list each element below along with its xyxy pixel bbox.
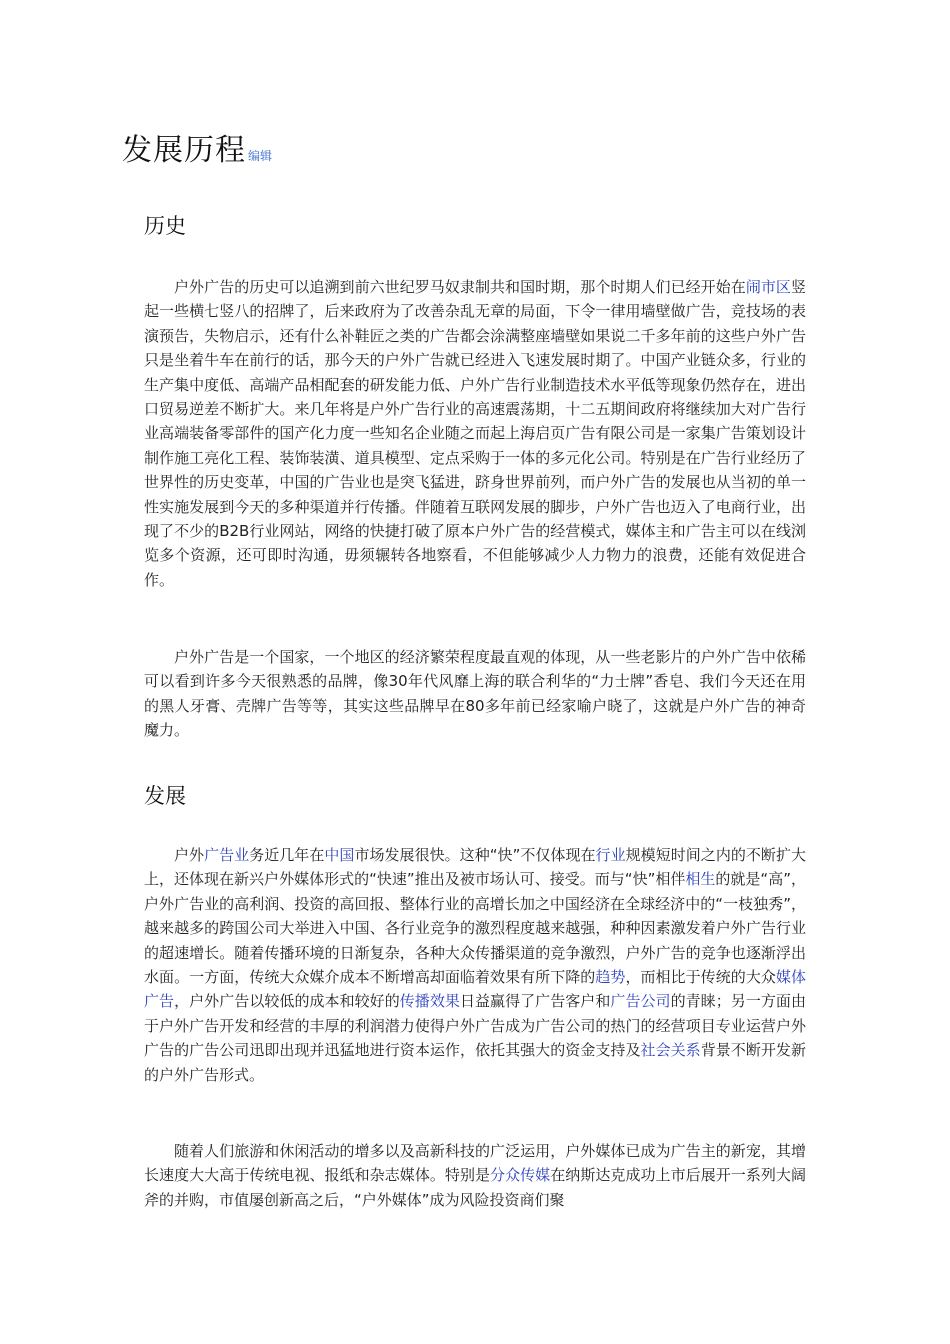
paragraph: [144, 645, 806, 743]
text-run: 的就是“高”，户外广告业的高利润、投资的高回报、整体行业的高增长加之中国经济在全球经济中的“一枝独秀”，越来越多的跨国公司大举进入中国、各行业竞争的激烈程度越来越强，种种因素激发着户外广告行业的超速增长。随着传播环境的日渐复杂，各种大众传播渠道的竞争激烈，户外广告的竞争也逐渐浮出水面。一方面，传统大众媒介成本不断增高却面临着效果有所下降的: [144, 870, 806, 987]
paragraph: [144, 843, 806, 1087]
page-title: [122, 131, 272, 176]
paragraph: [144, 1139, 806, 1212]
inline-link[interactable]: 行业: [595, 846, 626, 864]
inline-link[interactable]: 媒体广告: [144, 968, 806, 1011]
text-run: 户外: [174, 846, 205, 864]
inline-link[interactable]: 广告公司: [610, 992, 671, 1011]
inline-link[interactable]: 闹市区: [745, 278, 791, 296]
edit-link[interactable]: 编辑: [248, 149, 273, 163]
inline-link[interactable]: 社会关系: [640, 1041, 701, 1060]
text-run: ，而相比于传统的大众: [625, 968, 776, 987]
text-run: ，户外广告以较低的成本和较好的: [174, 992, 400, 1011]
text-run: 背景不断开发新的户外广告形式。: [144, 1041, 806, 1084]
page-title-text: 发展历程: [122, 133, 246, 168]
section-heading-development: 发展: [144, 784, 186, 808]
text-run: 在纳斯达克成功上市后展开一系列大阔斧的并购，市值屡创新高之后，“户外媒体”成为风险投资商们聚: [144, 1166, 806, 1209]
text-run: 务近几年在: [249, 846, 325, 864]
text-run: 随着人们旅游和休闲活动的增多以及高新科技的广泛运用，户外媒体已成为广告主的新宠，其增长速度大大高于传统电视、报纸和杂志媒体。特别是: [144, 1142, 806, 1185]
inline-link[interactable]: 传播效果: [399, 992, 460, 1011]
text-run: 规模短时间之内的不断扩大上，还体现在新兴户外媒体形式的“快速”推出及被市场认可、接受。而与“快”相伴: [144, 846, 806, 889]
inline-link[interactable]: 广告业: [204, 846, 250, 864]
text-run: 户外广告是一个国家，一个地区的经济繁荣程度最直观的体现，从一些老影片的户外广告中依稀可以看到许多今天很熟悉的品牌，像30年代风靡上海的联合利华的“力士牌”香皂、我们今天还在用的黑人牙膏、壳牌广告等等，其实这些品牌早在80多年前已经家喻户晓了，这就是户外广告的神奇魔力。: [144, 648, 806, 740]
text-run: 日益赢得了广告客户和: [459, 992, 611, 1011]
inline-link[interactable]: 中国: [324, 846, 355, 864]
text-run: 户外广告的历史可以追溯到前六世纪罗马奴隶制共和国时期，那个时期人们已经开始在: [174, 278, 746, 296]
paragraph: [144, 275, 806, 592]
text-run: 市场发展很快。这种“快”不仅体现在: [354, 846, 596, 864]
inline-link[interactable]: 相生: [685, 870, 716, 889]
section-heading-history: 历史: [144, 214, 186, 238]
inline-link[interactable]: 趋势: [595, 968, 626, 987]
inline-link[interactable]: 分众传媒: [490, 1166, 551, 1185]
text-run: 的青睐；另一方面由于户外广告开发和经营的丰厚的利润潜力使得户外广告成为广告公司的热门的经营项目专业运营户外广告的广告公司迅即出现并迅猛地进行资本运作，依托其强大的资金支持及: [144, 992, 806, 1060]
text-run: 竖起一些横七竖八的招牌了，后来政府为了改善杂乱无章的局面，下令一律用墙壁做广告，竞技场的表演预告，失物启示，还有什么补鞋匠之类的广告都会涂满整座墙壁如果说二千多年前的这些户外广告只是坐着牛车在前行的话，那今天的户外广告就已经进入飞速发展时期了。中国产业链众多，行业的生产集中度低、高端产品相配套的研发能力低、户外广告行业制造技术水平低等现象仍然存在，进出口贸易逆差不断扩大。来几年将是户外广告行业的高速震荡期，十二五期间政府将继续加大对广告行业高端装备零部件的国产化力度一些知名企业随之而起上海启页广告有限公司是一家集广告策划设计制作施工亮化工程、装饰装潢、道具模型、定点采购于一体的多元化公司。特别是在广告行业经历了世界性的历史变革，中国的广告业也是突飞猛进，跻身世界前列，而户外广告的发展也从当初的单一性实施发展到今天的多种渠道并行传播。伴随着互联网发展的脚步，户外广告也迈入了电商行业，出现了不少的B2B行业网站，网络的快捷打破了原本户外广告的经营模式，媒体主和广告主可以在线浏览多个资源，还可即时沟通，毋须辗转各地察看，不但能够减少人力物力的浪费，还能有效促进合作。: [144, 278, 806, 589]
